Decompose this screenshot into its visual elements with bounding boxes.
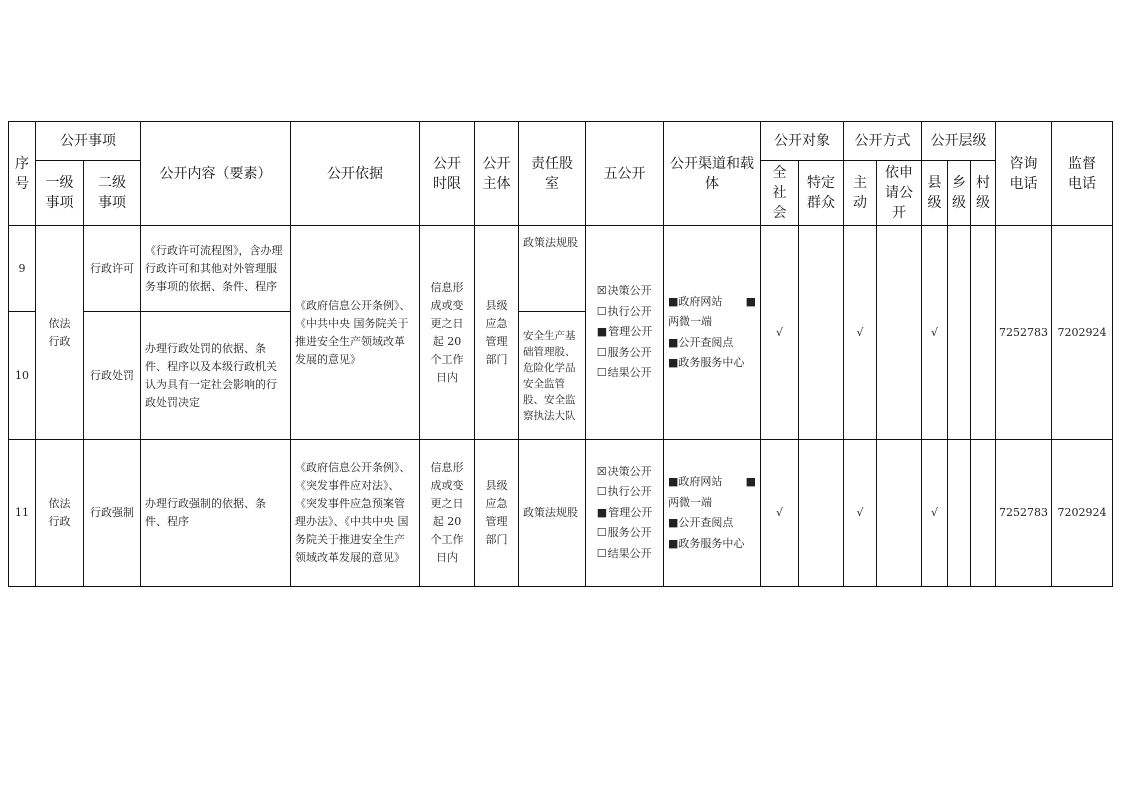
supervise-phone: 7202924 (1052, 226, 1113, 440)
level-town-check (948, 226, 971, 440)
row-basis: 《政府信息公开条例》、《突发事件应对法》、《突发事件应急预案管理办法》、《中共中央 国务院关于推进安全生产领域改革发展的意见》 (291, 440, 420, 587)
target-all-check: √ (761, 226, 799, 440)
consult-phone: 7252783 (996, 226, 1052, 440)
row-seq: 10 (9, 312, 36, 440)
five-public-item: ☒决策公开 (596, 284, 652, 298)
row-five-public (586, 440, 664, 587)
row-seq: 9 (9, 226, 36, 312)
row-level1: 依法行政 (36, 226, 84, 440)
header-supervise-phone: 监督电话 (1052, 122, 1113, 226)
level-county-check: √ (922, 226, 948, 440)
checkbox-icon: ☐ (596, 345, 607, 359)
header-consult-phone: 咨询电话 (996, 122, 1052, 226)
five-public-item: ■管理公开 (596, 325, 653, 339)
header-level-group: 公开层级 (922, 122, 996, 161)
row-channel (664, 226, 761, 440)
header-channel: 公开渠道和载体 (664, 122, 761, 226)
header-target-specific: 特定群众 (799, 161, 844, 226)
row-level1: 依法行政 (36, 440, 84, 587)
five-public-item: ☒决策公开 (596, 464, 652, 478)
checkbox-icon: ■ (596, 325, 608, 339)
checkbox-icon: ☐ (596, 366, 607, 380)
row-content: 办理行政处罚的依据、条件、程序以及本级行政机关认为具有一定社会影响的行政处罚决定 (141, 312, 291, 440)
checkbox-icon: ☐ (596, 485, 607, 499)
five-public-item: ☐服务公开 (596, 526, 652, 540)
row-subject: 县级应急管理部门 (475, 440, 519, 587)
header-mode-apply: 依申请公开 (877, 161, 922, 226)
mode-active-check: √ (844, 226, 877, 440)
checkbox-icon: ☒ (596, 464, 607, 478)
header-subject: 公开主体 (475, 122, 519, 226)
row-seq: 11 (9, 440, 36, 587)
header-level-county: 县级 (922, 161, 948, 226)
target-all-check: √ (761, 440, 799, 587)
checkbox-icon: ■ (596, 505, 608, 519)
row-dept: 政策法规股 (519, 226, 586, 312)
five-public-item: ☐结果公开 (596, 546, 652, 560)
five-public-list (597, 462, 652, 565)
checkbox-icon: ☐ (596, 546, 607, 560)
row-basis: 《政府信息公开条例》、《中共中央 国务院关于推进安全生产领域改革发展的意见》 (291, 226, 420, 440)
row-time-limit: 信息形成或变更之日起 20 个工作日内 (420, 440, 475, 587)
header-mode-group: 公开方式 (844, 122, 922, 161)
row-channel (664, 440, 761, 587)
five-public-item: ☐执行公开 (596, 485, 652, 499)
header-level-town: 乡级 (948, 161, 971, 226)
row-subject: 县级应急管理部门 (475, 226, 519, 440)
five-public-item: ■管理公开 (596, 505, 653, 519)
table-row (9, 440, 1113, 587)
mode-apply-check (877, 226, 922, 440)
header-seq: 序号 (9, 122, 36, 226)
target-specific-check (799, 440, 844, 587)
header-target-all: 全社会 (761, 161, 799, 226)
five-public-item: ☐结果公开 (596, 366, 652, 380)
header-items-group: 公开事项 (36, 122, 141, 161)
header-five-public: 五公开 (586, 122, 664, 226)
disclosure-table (8, 121, 1113, 587)
table-row (9, 226, 1113, 312)
five-public-list (597, 281, 652, 384)
row-dept: 安全生产基础管理股、危险化学品安全监管股、安全监察执法大队 (519, 312, 586, 440)
header-mode-active: 主动 (844, 161, 877, 226)
channel-list: ■政府网站 ■ 两微一端 ■公开查阅点 ■政务服务中心 (668, 294, 756, 369)
row-content: 办理行政强制的依据、条件、程序 (141, 440, 291, 587)
level-county-check: √ (922, 440, 948, 587)
header-level-village: 村级 (971, 161, 996, 226)
supervise-phone: 7202924 (1052, 440, 1113, 587)
consult-phone: 7252783 (996, 440, 1052, 587)
header-dept: 责任股室 (519, 122, 586, 226)
checkbox-icon: ☐ (596, 304, 607, 318)
header-content: 公开内容（要素） (141, 122, 291, 226)
row-level2: 行政许可 (84, 226, 141, 312)
five-public-item: ☐服务公开 (596, 345, 652, 359)
row-level2: 行政强制 (84, 440, 141, 587)
row-time-limit: 信息形成或变更之日起 20 个工作日内 (420, 226, 475, 440)
target-specific-check (799, 226, 844, 440)
five-public-item: ☐执行公开 (596, 304, 652, 318)
channel-list: ■政府网站 ■ 两微一端 ■公开查阅点 ■政务服务中心 (668, 475, 756, 550)
row-dept: 政策法规股 (519, 440, 586, 587)
header-time-limit: 公开时限 (420, 122, 475, 226)
row-level2: 行政处罚 (84, 312, 141, 440)
level-town-check (948, 440, 971, 587)
row-content: 《行政许可流程图》，含办理行政许可和其他对外管理服务事项的依据、条件、程序 (141, 226, 291, 312)
mode-active-check: √ (844, 440, 877, 587)
row-five-public (586, 226, 664, 440)
header-level2: 二级事项 (84, 161, 141, 226)
header-target-group: 公开对象 (761, 122, 844, 161)
checkbox-icon: ☒ (596, 284, 607, 298)
mode-apply-check (877, 440, 922, 587)
checkbox-icon: ☐ (596, 526, 607, 540)
level-village-check (971, 226, 996, 440)
header-basis: 公开依据 (291, 122, 420, 226)
level-village-check (971, 440, 996, 587)
header-level1: 一级事项 (36, 161, 84, 226)
